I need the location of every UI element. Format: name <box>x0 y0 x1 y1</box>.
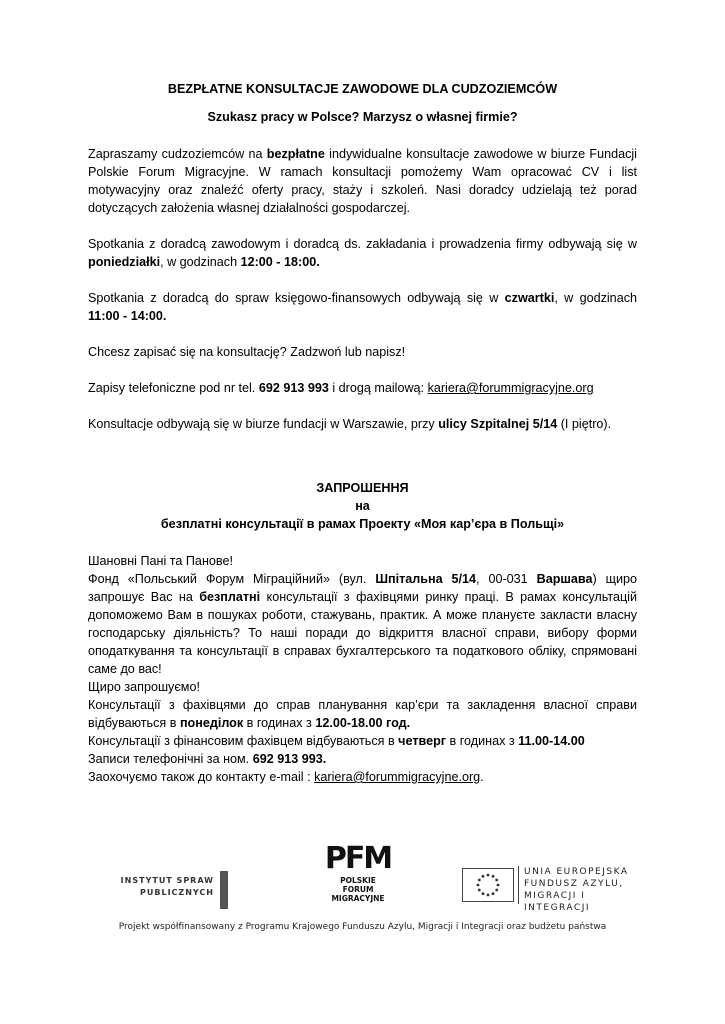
ukrainian-section <box>88 479 637 786</box>
ukrainian-phone-paragraph: Записи телефонічні за ном. 692 913 993. <box>88 752 327 766</box>
ukrainian-greeting: Шановні Пані та Панове! <box>88 554 233 568</box>
eu-logo-text: UNIA EUROPEJSKA FUNDUSZ AZYLU, MIGRACJI I INTEGRACJI <box>524 867 629 913</box>
ua-city: Варшава <box>536 572 593 586</box>
polish-contact-paragraph: Zapisy telefoniczne pod nr tel. 692 913 993 i drogą mailową: kariera@forummigracyjne.org <box>88 381 594 395</box>
polish-subtitle: Szukasz pracy w Polsce? Marzysz o własnej firmie? <box>207 110 518 124</box>
ukrainian-body <box>88 552 637 786</box>
polish-intro-paragraph: Zapraszamy cudzoziemców na bezpłatne indywidualne konsultacje zawodowe w biurze Fundacji Polskie Forum Migracyjne. W ramach konsultacji pomożemy Wam opracować CV i list motywacyjny oraz znaleźć oferty pracy, staży i szkoleń. Nasi doradcy udzielają też porad dotyczących założenia własnej działalności gospodarczej. <box>88 147 637 215</box>
polish-monday-paragraph: Spotkania z doradcą zawodowym i doradcą ds. zakładania i prowadzenia firmy odbywają się w poniedziałki, w godzinach 12:00 - 18:00. <box>88 237 637 269</box>
thursday-hours: 11:00 - 14:00. <box>88 309 167 323</box>
free-emphasis: bezpłatne <box>266 147 325 161</box>
ua-monday-hours: 12.00-18.00 год. <box>315 716 411 730</box>
polish-title: BEZPŁATNE KONSULTACJE ZAWODOWE DLA CUDZOZIEMCÓW <box>167 82 558 96</box>
monday-day: poniedziałki <box>88 255 161 269</box>
ukrainian-monday-paragraph: Консультації з фахівцями до справ планування кар’єри та закладення власної справи відбуваються в понеділок в годинах з 12.00-18.00 год. <box>88 698 637 730</box>
thursday-day: czwartki <box>504 291 555 305</box>
polish-location-paragraph: Konsultacje odbywają się w biurze fundacji w Warszawie, przy ulicy Szpitalnej 5/14 (I piętro). <box>88 417 612 431</box>
ukrainian-title: ЗАПРОШЕННЯ <box>316 481 409 495</box>
eu-fund-logo <box>462 866 652 913</box>
ukrainian-email-paragraph: Заохочуємо також до контакту e-mail : kariera@forummigracyjne.org. <box>88 770 484 784</box>
monday-hours: 12:00 - 18:00. <box>240 255 320 269</box>
ispk-logo <box>118 871 228 909</box>
ua-free: безплатні <box>199 590 261 604</box>
ispk-logo-text: INSTYTUT SPRAW PUBLICZNYCH <box>120 876 214 897</box>
ispk-logo-bar <box>220 871 228 909</box>
ua-monday: понеділок <box>179 716 244 730</box>
ua-street: Шпітальна 5/14 <box>375 572 477 586</box>
funding-footer: Projekt współfinansowany z Programu Krajowego Funduszu Azylu, Migracji i Integracji oraz budżetu państwa <box>118 922 607 932</box>
polish-thursday-paragraph: Spotkania z doradcą do spraw księgowo-finansowych odbywają się w czwartki, w godzinach 11:00 - 14:00. <box>88 291 637 323</box>
ukrainian-main-paragraph: Фонд «Польський Форум Міграційний» (вул. Шпітальна 5/14, 00-031 Варшава) щиро запрошує Вас на безплатні консультації з фахівцями ринку праці. В рамах консультацій допоможемо Вам в пошуках роботи, стажувань, практик. А може плануєте закласти власну господарську діяльність? То наші поради до відкриття власної справи, вибору форми оподаткування та консультації в справах бухгалтерського та податкового обліку, спрямовані саме до вас! <box>88 572 638 676</box>
pfm-logo-line2: MIGRACYJNE <box>331 894 385 903</box>
ukrainian-invite: Щиро запрошуємо! <box>88 680 200 694</box>
email-link[interactable]: kariera@forummigracyjne.org <box>427 381 594 395</box>
eu-logo-separator <box>518 866 519 904</box>
eu-flag-icon <box>462 868 514 902</box>
ua-thursday-hours: 11.00-14.00 <box>518 734 585 748</box>
ukrainian-thursday-paragraph: Консультації з фінансовим фахівцем відбуваються в четверг в годинах з 11.00-14.00 <box>88 734 585 748</box>
ua-thursday: четверг <box>398 734 447 748</box>
pfm-logo-letters: PFM <box>324 841 392 876</box>
ukrainian-subtitle: безплатні консультації в рамах Проекту «Моя кар’єра в Польщі» <box>160 517 565 531</box>
phone-number: 692 913 993 <box>258 381 329 395</box>
ukrainian-na: на <box>355 499 370 513</box>
polish-signup-question: Chcesz zapisać się na konsultację? Zadzwoń lub napisz! <box>88 345 406 359</box>
street-address: ulicy Szpitalnej 5/14 <box>438 417 558 431</box>
partner-logos <box>0 838 725 918</box>
ua-email-link[interactable]: kariera@forummigracyjne.org <box>314 770 481 784</box>
pfm-logo-line1: POLSKIE FORUM <box>340 876 376 894</box>
ua-phone-number: 692 913 993. <box>252 752 327 766</box>
pfm-logo <box>324 842 392 918</box>
